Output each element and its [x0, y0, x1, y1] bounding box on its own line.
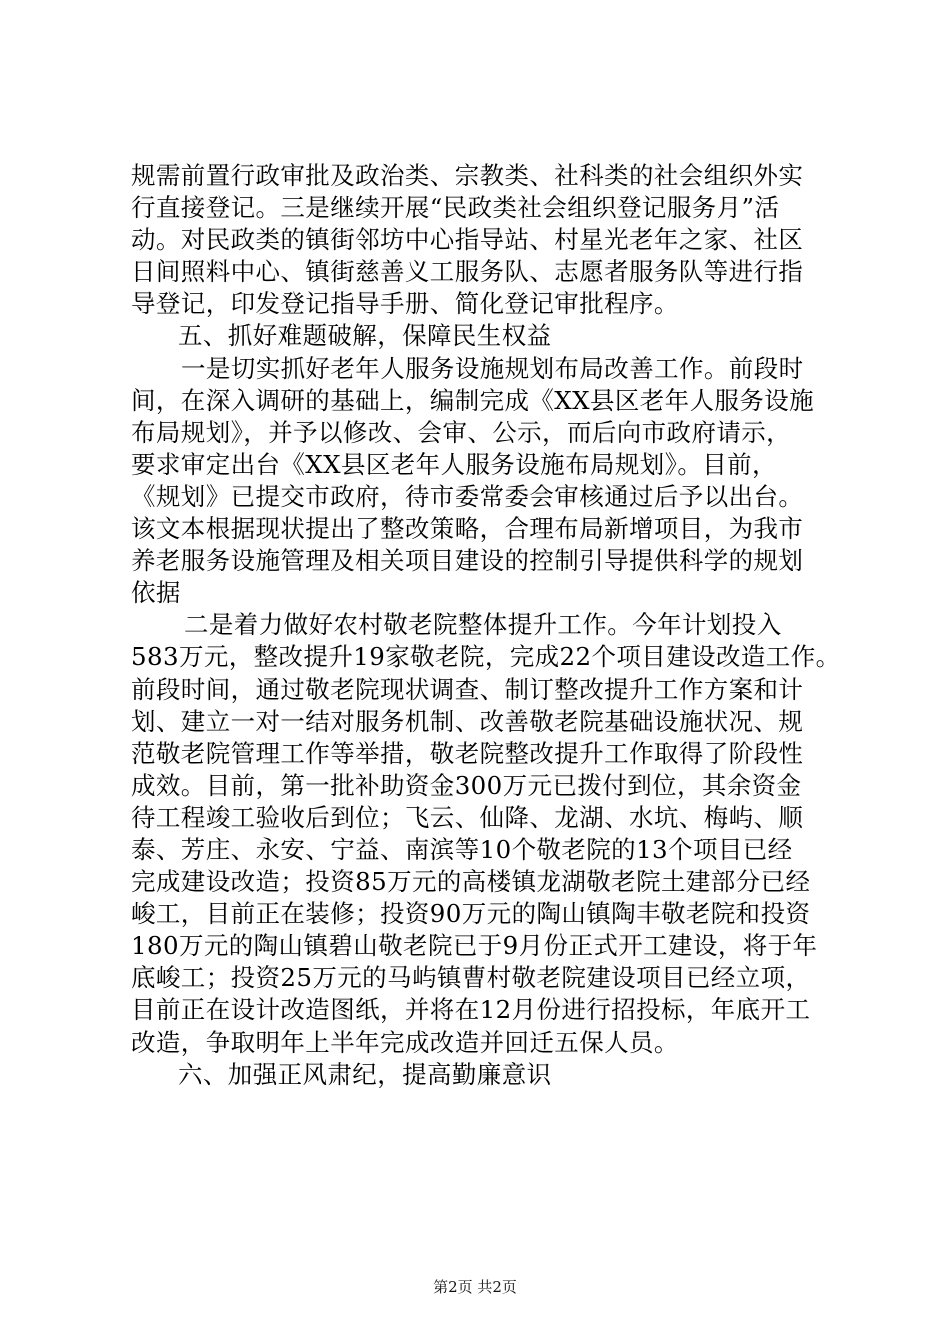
paragraph-line: 该文本根据现状提出了整改策略，合理布局新增项目，为我市 — [131, 514, 804, 544]
section-heading-6: 六、加强正风肃纪，提高勤廉意识 — [178, 1059, 552, 1089]
paragraph-line: 要求审定出台《XX县区老年人服务设施布局规划》。目前， — [131, 449, 777, 479]
paragraph-line: 范敬老院管理工作等举措，敬老院整改提升工作取得了阶段性 — [131, 738, 804, 768]
paragraph-line: 日间照料中心、镇街慈善义工服务队、志愿者服务队等进行指 — [131, 257, 804, 287]
paragraph-line: 间，在深入调研的基础上，编制完成《XX县区老年人服务设施 — [131, 385, 815, 415]
paragraph-line: 583万元，整改提升19家敬老院，完成22个项目建设改造工作。 — [131, 642, 841, 672]
paragraph-line: 底峻工；投资25万元的马屿镇曹村敬老院建设项目已经立项， — [131, 963, 811, 993]
paragraph-line: 前段时间，通过敬老院现状调查、制订整改提升工作方案和计 — [131, 674, 804, 704]
section-heading-5: 五、抓好难题破解，保障民生权益 — [178, 321, 552, 351]
paragraph-line: 养老服务设施管理及相关项目建设的控制引导提供科学的规划 — [131, 546, 804, 576]
paragraph-line: 泰、芳庄、永安、宁益、南滨等10个敬老院的13个项目已经 — [131, 834, 793, 864]
paragraph-line: 规需前置行政审批及政治类、宗教类、社科类的社会组织外实 — [131, 161, 804, 190]
paragraph-line: 完成建设改造；投资85万元的高楼镇龙湖敬老院土建部分已经 — [131, 867, 811, 897]
page-footer: 第2页 共2页 — [433, 1278, 517, 1296]
paragraph-line: 行直接登记。三是继续开展“民政类社会组织登记服务月”活 — [131, 193, 780, 223]
paragraph-line: 布局规划》，并予以修改、会审、公示，而后向市政府请示， — [131, 417, 792, 447]
paragraph-line: 动。对民政类的镇街邻坊中心指导站、村星光老年之家、社区 — [131, 225, 804, 255]
paragraph-line: 待工程竣工验收后到位；飞云、仙降、龙湖、水坑、梅屿、顺 — [131, 802, 804, 832]
paragraph-line: 划、建立一对一结对服务机制、改善敬老院基础设施状况、规 — [131, 706, 804, 736]
paragraph-line: 目前正在设计改造图纸，并将在12月份进行招投标，年底开工 — [131, 995, 811, 1025]
paragraph-line: 峻工，目前正在装修；投资90万元的陶山镇陶丰敬老院和投资 — [131, 899, 811, 929]
document-body — [131, 160, 841, 1091]
paragraph-line: 一是切实抓好老年人服务设施规划布局改善工作。前段时 — [181, 353, 804, 383]
paragraph-line: 二是着力做好农村敬老院整体提升工作。今年计划投入 — [184, 610, 782, 640]
paragraph-line: 《规划》已提交市政府，待市委常委会审核通过后予以出台。 — [131, 481, 804, 511]
paragraph-line: 导登记，印发登记指导手册、简化登记审批程序。 — [131, 289, 679, 319]
paragraph-line: 依据 — [131, 578, 181, 608]
paragraph-line: 180万元的陶山镇碧山敬老院已于9月份正式开工建设，将于年 — [131, 931, 818, 961]
paragraph-line: 成效。目前，第一批补助资金300万元已拨付到位，其余资金 — [131, 770, 802, 800]
paragraph-line: 改造，争取明年上半年完成改造并回迁五保人员。 — [131, 1027, 679, 1057]
